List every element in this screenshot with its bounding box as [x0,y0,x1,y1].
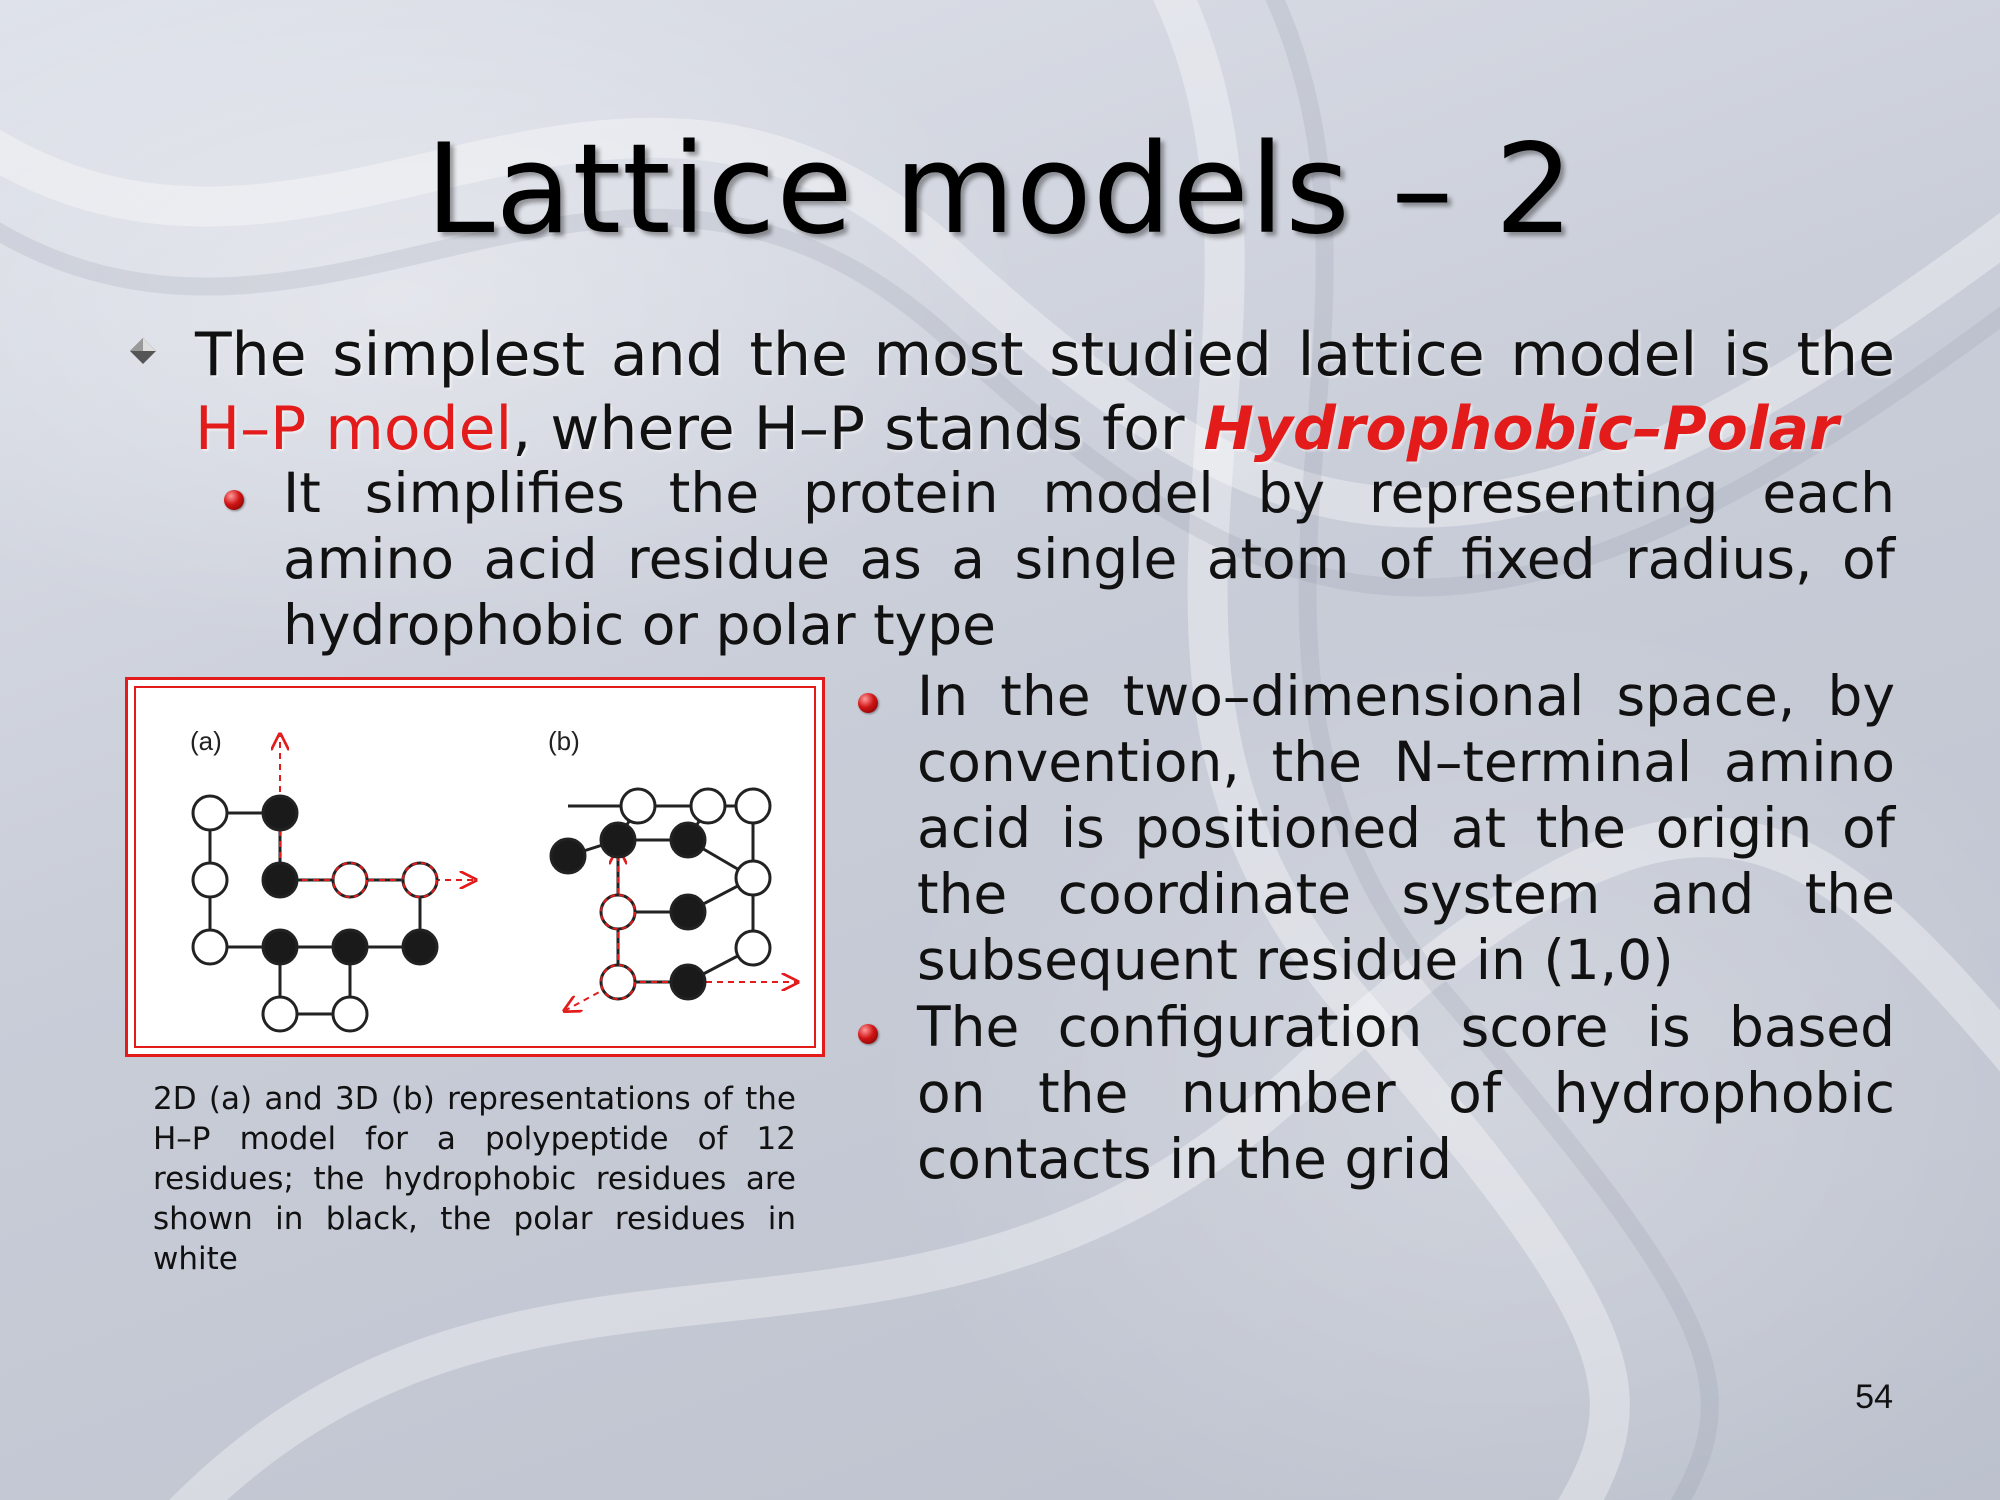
red-sphere-bullet-icon [858,1024,878,1044]
polar-residue [193,863,227,897]
polar-residue [193,930,227,964]
slide-title: Lattice models – 2 [425,118,1575,262]
polar-residue [333,997,367,1031]
hydrophobic-residue [403,930,437,964]
bullet-hp-middle: , where H–P stands for [512,394,1204,464]
lattice-2d [193,736,474,1031]
polar-residue [736,861,770,895]
hydrophobic-residue [671,895,705,929]
lattice-3d [551,789,796,1010]
hydrophobic-polar-term: Hydrophobic–Polar [1203,394,1839,464]
polar-residue [736,931,770,965]
hydrophobic-residue [333,930,367,964]
polar-residue [691,789,725,823]
hp-lattice-diagram [128,680,822,1054]
figure-label-b: (b) [548,726,580,756]
red-sphere-bullet-icon [858,693,878,713]
hydrophobic-residue [263,863,297,897]
sub-bullet-configuration-score: The configuration score is based on the number of hydrophobic contacts in the grid [917,995,1895,1191]
hydrophobic-residue [263,796,297,830]
hp-model-term: H–P model [195,394,513,464]
figure-label-a: (a) [190,726,222,756]
figure-caption: 2D (a) and 3D (b) representations of the H–P model for a polypeptide of 12 residues; the hydrophobic residues are shown in black, the polar residues in white [153,1081,796,1277]
hydrophobic-residue [263,930,297,964]
polar-residue [736,789,770,823]
sub-bullet-two-dimensional: In the two–dimensional space, by convention, the N–terminal amino acid is positioned at the origin of the coordinate system and the subsequent residue in (1,0) [917,664,1895,992]
polar-residue [621,789,655,823]
page-number: 54 [1855,1378,1893,1416]
hydrophobic-residue [601,823,635,857]
hydrophobic-residue [551,839,585,873]
sub-bullet-simplifies: It simplifies the protein model by representing each amino acid residue as a single atom of fixed radius, of hydrophobic or polar type [283,461,1895,657]
hydrophobic-residue [671,823,705,857]
hp-model-figure [125,677,825,1057]
polar-residue [193,796,227,830]
diamond-bullet-icon [128,336,158,366]
polar-residue [263,997,297,1031]
hydrophobic-residue [671,965,705,999]
bullet-hp-line1: The simplest and the most studied lattice model is the [195,320,1895,390]
bullet-hp-model [195,318,1895,466]
red-sphere-bullet-icon [224,490,244,510]
